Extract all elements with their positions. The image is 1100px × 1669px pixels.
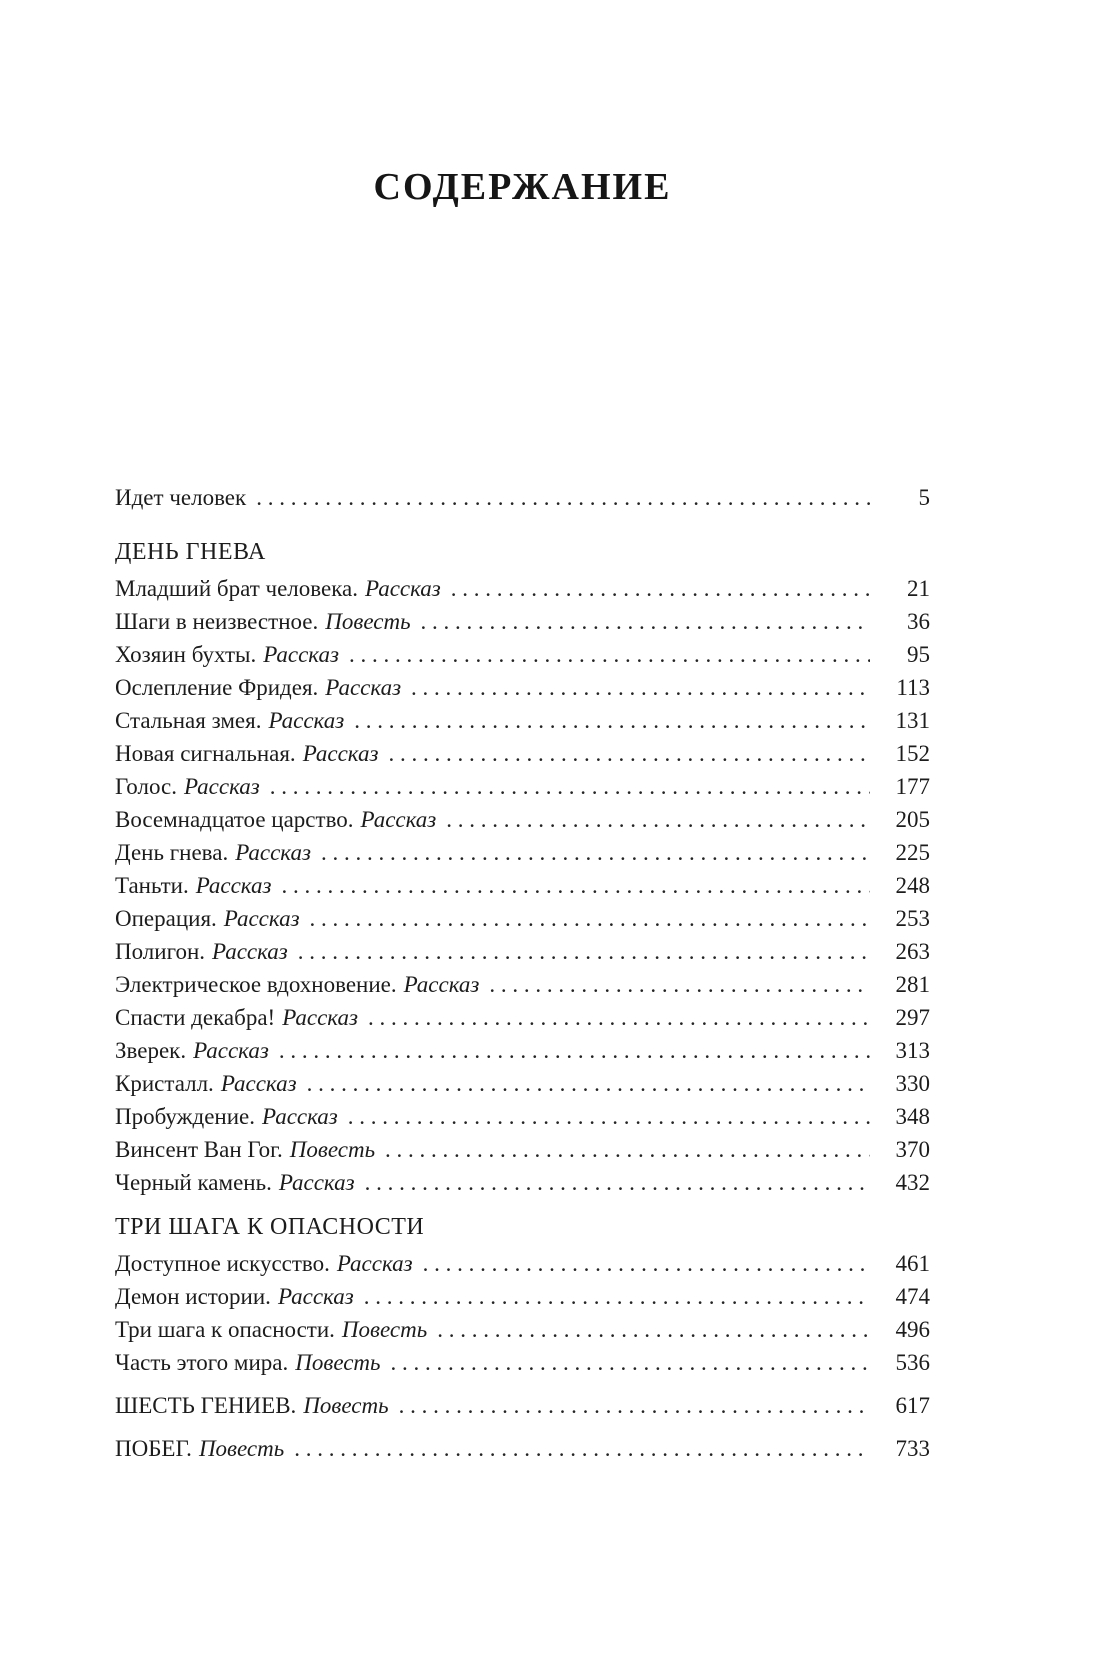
page-number: 461	[895, 1251, 930, 1276]
toc-entry	[115, 1346, 930, 1379]
entry-title: Пробуждение.	[115, 1104, 256, 1129]
entry-genre: Рассказ	[235, 840, 311, 865]
toc-entry	[115, 1001, 930, 1034]
page-number: 95	[907, 642, 930, 667]
dot-leader	[310, 902, 870, 935]
dot-leader	[385, 1133, 870, 1166]
toc-entry	[115, 803, 930, 836]
toc-entry	[115, 1133, 930, 1166]
dot-leader	[321, 836, 870, 869]
entry-genre: Рассказ	[263, 642, 339, 667]
entry-title: Винсент Ван Гог.	[115, 1137, 283, 1162]
page-number: 263	[895, 939, 930, 964]
entry-genre: Повесть	[303, 1393, 389, 1418]
dot-leader	[388, 737, 870, 770]
dot-leader	[368, 1001, 870, 1034]
entry-genre: Рассказ	[195, 873, 272, 898]
toc-entry	[115, 572, 930, 605]
page-number: 330	[895, 1071, 930, 1096]
page-number: 496	[895, 1317, 930, 1342]
entry-title: ПОБЕГ.	[115, 1436, 192, 1461]
dot-leader	[399, 1389, 870, 1422]
entry-title: Демон истории.	[115, 1284, 271, 1309]
entry-title: Хозяин бухты.	[115, 642, 257, 667]
toc-section	[115, 1432, 930, 1465]
entry-genre: Рассказ	[336, 1251, 413, 1276]
dot-leader	[348, 1100, 870, 1133]
entry-genre: Рассказ	[268, 708, 345, 733]
toc	[115, 481, 930, 1465]
toc-entry	[115, 1313, 930, 1346]
toc-entry	[115, 1389, 930, 1422]
page-number: 205	[895, 807, 930, 832]
section-entries	[115, 481, 930, 514]
entry-genre: Рассказ	[262, 1104, 338, 1129]
toc-entry	[115, 968, 930, 1001]
page-number: 152	[895, 741, 930, 766]
dot-leader	[423, 1247, 870, 1280]
entry-genre: Рассказ	[223, 906, 300, 931]
entry-title: Спасти декабра!	[115, 1005, 276, 1030]
toc-entry	[115, 1166, 930, 1199]
dot-leader	[298, 935, 870, 968]
section-entries	[115, 572, 930, 1199]
page-number: 5	[918, 485, 930, 510]
dot-leader	[294, 1432, 870, 1465]
entry-title: Шаги в неизвестное.	[115, 609, 319, 634]
toc-section	[115, 1211, 930, 1379]
dot-leader	[270, 770, 870, 803]
dot-leader	[354, 704, 870, 737]
page-number: 432	[895, 1170, 930, 1195]
entry-title: Младший брат человека.	[115, 576, 359, 601]
page-number: 617	[895, 1393, 930, 1418]
toc-entry	[115, 770, 930, 803]
page-number: 474	[895, 1284, 930, 1309]
entry-genre: Рассказ	[278, 1170, 355, 1195]
entry-title: Черный камень.	[115, 1170, 272, 1195]
entry-title: Полигон.	[115, 939, 206, 964]
page-number: 536	[895, 1350, 930, 1375]
page-number: 21	[907, 576, 930, 601]
dot-leader	[256, 481, 870, 514]
entry-genre: Рассказ	[325, 675, 402, 700]
entry-title: Ослепление Фридея.	[115, 675, 319, 700]
entry-title: Восемнадцатое царство.	[115, 807, 354, 832]
toc-entry	[115, 1067, 930, 1100]
page-number: 113	[896, 675, 930, 700]
entry-genre: Повесть	[325, 609, 411, 634]
dot-leader	[391, 1346, 870, 1379]
entry-genre: Рассказ	[302, 741, 379, 766]
section-heading: ДЕНЬ ГНЕВА	[115, 539, 266, 565]
entry-genre: Рассказ	[183, 774, 260, 799]
toc-entry	[115, 671, 930, 704]
toc-entry	[115, 869, 930, 902]
toc-entry	[115, 481, 930, 514]
dot-leader	[489, 968, 870, 1001]
toc-section	[115, 536, 930, 1199]
entry-genre: Повесть	[341, 1317, 428, 1342]
section-entries	[115, 1389, 930, 1422]
toc-entry	[115, 737, 930, 770]
page-number: 281	[895, 972, 930, 997]
toc-entry	[115, 836, 930, 869]
section-entries	[115, 1247, 930, 1379]
entry-genre: Рассказ	[365, 576, 441, 601]
section-heading: ТРИ ШАГА К ОПАСНОСТИ	[115, 1214, 425, 1240]
dot-leader	[411, 671, 870, 704]
entry-title: Кристалл.	[115, 1071, 214, 1096]
section-entries	[115, 1432, 930, 1465]
dot-leader	[279, 1034, 870, 1067]
toc-entry	[115, 605, 930, 638]
page-number: 248	[895, 873, 930, 898]
page-number: 733	[895, 1436, 930, 1461]
entry-title: Новая сигнальная.	[115, 741, 296, 766]
dot-leader	[365, 1166, 870, 1199]
entry-title: Часть этого мира.	[115, 1350, 289, 1375]
dot-leader	[307, 1067, 870, 1100]
dot-leader	[437, 1313, 870, 1346]
entry-title: Голос.	[115, 774, 177, 799]
page-number: 253	[895, 906, 930, 931]
entry-genre: Рассказ	[403, 972, 480, 997]
toc-entry	[115, 935, 930, 968]
toc-section	[115, 481, 930, 514]
dot-leader	[421, 605, 870, 638]
entry-title: Доступное искусство.	[115, 1251, 330, 1276]
page-number: 297	[895, 1005, 930, 1030]
entry-genre: Рассказ	[212, 939, 288, 964]
entry-genre: Рассказ	[282, 1005, 358, 1030]
entry-title: Электрическое вдохновение.	[115, 972, 397, 997]
dot-leader	[446, 803, 870, 836]
page-number: 370	[895, 1137, 930, 1162]
dot-leader	[451, 572, 870, 605]
entry-genre: Рассказ	[360, 807, 437, 832]
entry-genre: Повесть	[289, 1137, 376, 1162]
toc-entry	[115, 1247, 930, 1280]
dot-leader	[281, 869, 870, 902]
toc-entry	[115, 1034, 930, 1067]
toc-entry	[115, 1100, 930, 1133]
dot-leader	[364, 1280, 870, 1313]
entry-title: Стальная змея.	[115, 708, 262, 733]
entry-title: День гнева.	[115, 840, 229, 865]
entry-genre: Повесть	[198, 1436, 285, 1461]
toc-entry	[115, 638, 930, 671]
dot-leader	[349, 638, 870, 671]
page-number: 348	[895, 1104, 930, 1129]
page-number: 313	[895, 1038, 930, 1063]
entry-title: Идет человек	[115, 485, 247, 510]
page-number: 131	[895, 708, 930, 733]
page-number: 177	[895, 774, 930, 799]
toc-section	[115, 1389, 930, 1422]
page-number: 36	[907, 609, 930, 634]
page-title: СОДЕРЖАНИЕ	[373, 166, 672, 208]
toc-entry	[115, 704, 930, 737]
toc-entry	[115, 1280, 930, 1313]
toc-entry	[115, 902, 930, 935]
entry-title: Таньти.	[115, 873, 189, 898]
entry-title: Операция.	[115, 906, 217, 931]
entry-genre: Рассказ	[220, 1071, 297, 1096]
entry-genre: Повесть	[295, 1350, 381, 1375]
entry-title: Зверек.	[115, 1038, 187, 1063]
entry-genre: Рассказ	[193, 1038, 269, 1063]
toc-entry	[115, 1432, 930, 1465]
page-number: 225	[895, 840, 930, 865]
entry-title: ШЕСТЬ ГЕНИЕВ.	[115, 1393, 297, 1418]
entry-title: Три шага к опасности.	[115, 1317, 335, 1342]
entry-genre: Рассказ	[277, 1284, 354, 1309]
